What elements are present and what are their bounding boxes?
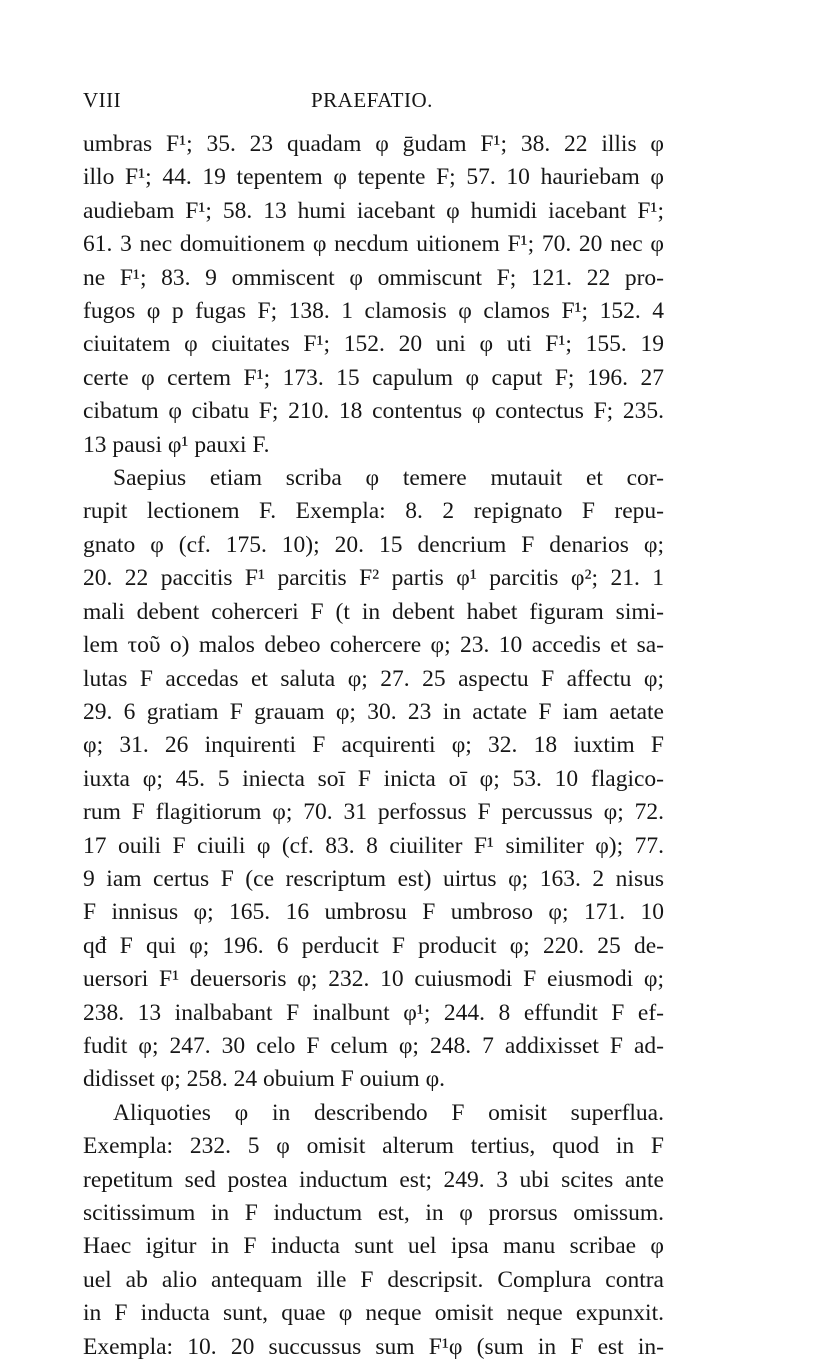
text-line: audiebam F¹; 58. 13 humi iacebant φ humidi iacebant F¹;: [83, 197, 664, 224]
text-line: rum F flagitiorum φ; 70. 31 perfossus F percussus φ; 72.: [83, 799, 664, 826]
text-line: ne F¹; 83. 9 ommiscent φ ommiscunt F; 121. 22 pro-: [83, 264, 664, 291]
text-line: fudit φ; 247. 30 celo F celum φ; 248. 7 addixisset F ad-: [83, 1032, 664, 1059]
text-line: umbras F¹; 35. 23 quadam φ ḡudam F¹; 38. 22 illis φ: [83, 131, 664, 157]
text-line: φ; 31. 26 inquirenti F acquirenti φ; 32. 18 iuxtim F: [83, 732, 664, 759]
text-line: Exempla: 10. 20 succussus sum F¹φ (sum in F est in-: [83, 1333, 664, 1360]
text-line: scitissimum in F inductum est, in φ prorsus omissum.: [83, 1200, 664, 1226]
text-line: Exempla: 232. 5 φ omisit alterum tertius, quod in F: [83, 1133, 664, 1160]
text-line: Aliquoties φ in describendo F omisit superflua.: [113, 1099, 664, 1126]
folio-number: VIII: [83, 88, 122, 112]
text-line: F innisus φ; 165. 16 umbrosu F umbroso φ; 171. 10: [83, 899, 664, 926]
text-line: fugos φ p fugas F; 138. 1 clamosis φ clamos F¹; 152. 4: [83, 298, 664, 325]
text-line: repetitum sed postea inductum est; 249. 3 ubi scites ante: [83, 1166, 664, 1193]
text-line: 9 iam certus F (ce rescriptum est) uirtus φ; 163. 2 nisus: [83, 865, 664, 892]
text-line: qđ F qui φ; 196. 6 perducit F producit φ; 220. 25 de-: [83, 932, 664, 959]
text-line: didisset φ; 258. 24 obuium F ouium φ.: [83, 1066, 446, 1093]
text-line: 20. 22 paccitis F¹ parcitis F² partis φ¹ parcitis φ²; 21. 1: [83, 565, 664, 592]
text-line: certe φ certem F¹; 173. 15 capulum φ caput F; 196. 27: [83, 364, 664, 391]
text-line: 61. 3 nec domuitionem φ necdum uitionem F¹; 70. 20 nec φ: [83, 231, 664, 258]
text-line: 29. 6 gratiam F grauam φ; 30. 23 in actate F iam aetate: [83, 698, 664, 725]
text-line: ciuitatem φ ciuitates F¹; 152. 20 uni φ uti F¹; 155. 19: [83, 331, 664, 358]
text-line: 13 pausi φ¹ pauxi F.: [83, 431, 270, 458]
text-line: rupit lectionem F. Exempla: 8. 2 repignato F repu-: [83, 498, 664, 525]
text-line: illo F¹; 44. 19 tepentem φ tepente F; 57. 10 hauriebam φ: [83, 164, 664, 191]
body-text: [83, 128, 664, 1364]
text-line: 238. 13 inalbabant F inalbunt φ¹; 244. 8 effundit F ef-: [83, 999, 664, 1026]
page-header: [83, 88, 677, 120]
text-line: mali debent coherceri F (t in debent habet figuram simi-: [83, 598, 664, 625]
text-line: lutas F accedas et saluta φ; 27. 25 aspectu F affectu φ;: [83, 665, 664, 692]
text-line: 17 ouili F ciuili φ (cf. 83. 8 ciuiliter F¹ similiter φ); 77.: [83, 832, 664, 859]
running-title: PRAEFATIO.: [311, 88, 433, 112]
text-line: lem τοῦ o) malos debeo cohercere φ; 23. 10 accedis et sa-: [83, 632, 664, 659]
text-line: in F inducta sunt, quae φ neque omisit neque expunxit.: [83, 1300, 664, 1327]
text-line: gnato φ (cf. 175. 10); 20. 15 dencrium F denarios φ;: [83, 531, 664, 558]
text-line: Saepius etiam scriba φ temere mutauit et cor-: [113, 465, 664, 492]
text-line: cibatum φ cibatu F; 210. 18 contentus φ contectus F; 235.: [83, 398, 664, 425]
text-line: Haec igitur in F inducta sunt uel ipsa manu scribae φ: [83, 1233, 664, 1260]
text-line: uel ab alio antequam ille F descripsit. Complura contra: [83, 1266, 664, 1293]
text-line: uersori F¹ deuersoris φ; 232. 10 cuiusmodi F eiusmodi φ;: [83, 966, 664, 993]
text-line: iuxta φ; 45. 5 iniecta soī F inicta oī φ; 53. 10 flagico-: [83, 765, 664, 792]
